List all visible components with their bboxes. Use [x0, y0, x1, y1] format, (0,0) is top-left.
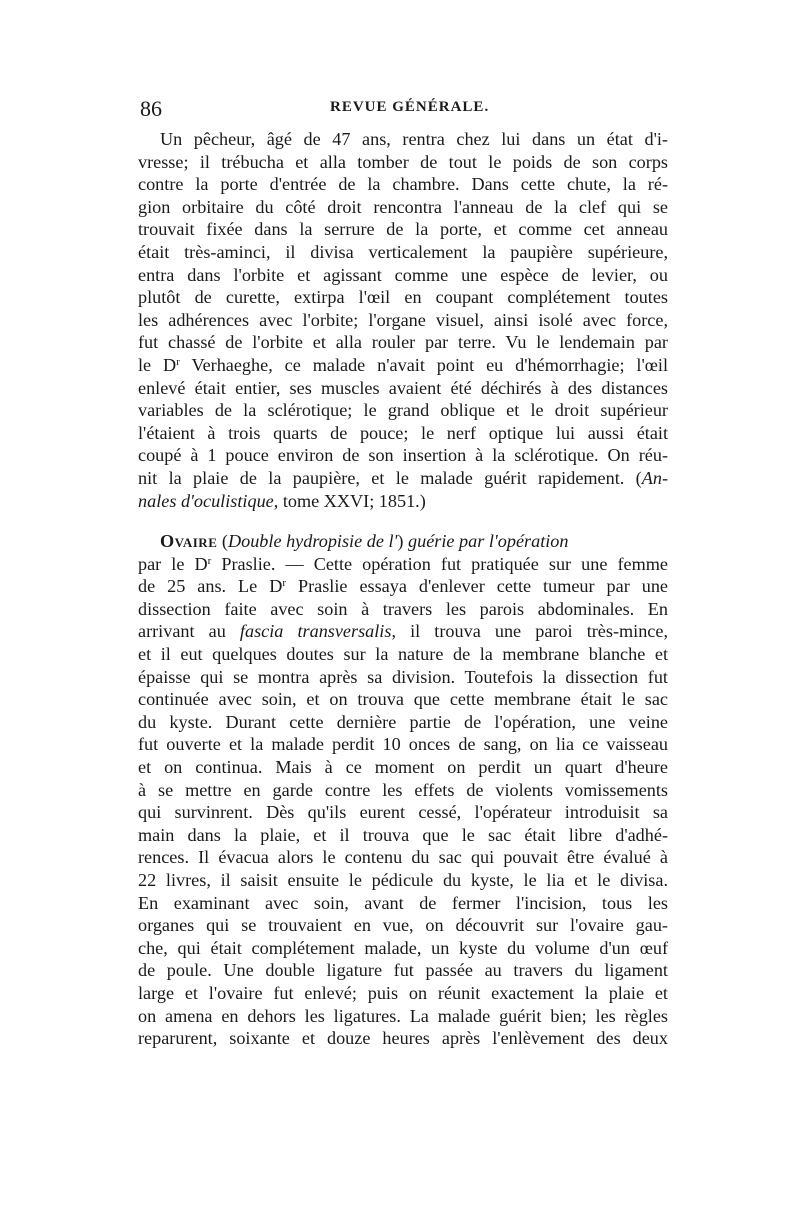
- text-line: fut ouverte et la malade perdit 10 onces de sang, on lia ce vaisseau: [138, 734, 668, 755]
- text-line: [138, 467, 668, 490]
- text-line: fut chassé de l'orbite et alla rouler par terre. Vu le lendemain par: [138, 332, 668, 353]
- superscript: r: [282, 577, 287, 590]
- page-body: [138, 128, 668, 1050]
- text-line: gion orbitaire du côté droit rencontra l'anneau de la clef qui se: [138, 196, 668, 217]
- paragraph-ovaire: [138, 530, 668, 1050]
- text-line: main dans la plaie, et il trouva que le sac était libre d'adhé-: [138, 824, 668, 845]
- text-line: plutôt de curette, extirpa l'œil en coupant complétement toutes: [138, 287, 668, 308]
- text-line: En examinant avec soin, avant de fermer l'incision, tous les: [138, 892, 668, 913]
- text-line: reparurent, soixante et douze heures après l'enlèvement des deux: [138, 1028, 668, 1049]
- text-line: Un pêcheur, âgé de 47 ans, rentra chez lui dans un état d'i-: [160, 129, 668, 149]
- page-number: 86: [140, 96, 162, 121]
- text-line: qui survinrent. Dès qu'ils eurent cessé, l'opérateur introduisit sa: [138, 802, 668, 823]
- paragraph-spacer: [138, 512, 668, 530]
- text-line: et on continua. Mais à ce moment on perdit un quart d'heure: [138, 757, 668, 778]
- italic-term: fascia transversalis: [239, 621, 392, 642]
- text-line: entra dans l'orbite et agissant comme une espèce de levier, ou: [138, 264, 668, 285]
- text-segment: nit la plaie de la paupière, et le malade guérit rapidement. (: [138, 467, 642, 488]
- text-line: [138, 530, 668, 553]
- text-line: variables de la sclérotique; le grand oblique et le droit supérieur: [138, 400, 668, 421]
- italic-citation: An-: [641, 467, 668, 488]
- text-line: [138, 575, 668, 598]
- italic-title: guérie par l'opération: [408, 531, 569, 552]
- entry-lead-word: Ovaire: [160, 531, 218, 552]
- text-line: on amena en dehors les ligatures. La malade guérit bien; les règles: [138, 1005, 668, 1026]
- text-line: était très-aminci, il divisa verticalement la paupière supérieure,: [138, 241, 668, 262]
- text-line: et il eut quelques doutes sur la nature de la membrane blanche et: [138, 644, 668, 665]
- text-segment: , il trouva une paroi très-mince,: [391, 621, 668, 642]
- text-line: 22 livres, il saisit ensuite le pédicule du kyste, le lia et le divisa.: [138, 870, 668, 890]
- text-segment: le D: [138, 354, 177, 375]
- text-line: de poule. Une double ligature fut passée au travers du ligament: [138, 960, 668, 981]
- text-line: du kyste. Durant cette dernière partie de l'opération, une veine: [138, 711, 668, 732]
- text-line: continuée avec soin, et on trouva que cette membrane était le sac: [138, 689, 668, 710]
- running-head: REVUE GÉNÉRALE.: [330, 99, 490, 115]
- text-segment: , tome XXVI; 1851.): [273, 490, 426, 511]
- text-line: enlevé était entier, ses muscles avaient été déchirés à des distances: [138, 377, 668, 398]
- text-line: les adhérences avec l'orbite; l'organe visuel, ainsi isolé avec force,: [138, 309, 668, 330]
- text-line: épaisse qui se montra après sa division. Toutefois la dissection fut: [138, 666, 668, 687]
- text-line: contre la porte d'entrée de la chambre. Dans cette chute, la ré-: [138, 174, 668, 195]
- text-segment: arrivant au: [138, 621, 240, 642]
- text-line: [138, 553, 668, 576]
- text-segment: (: [217, 531, 228, 552]
- text-segment: Praslie. — Cette opération fut pratiquée sur une femme: [211, 553, 668, 574]
- page-header: [140, 96, 660, 126]
- text-segment: par le D: [138, 553, 208, 574]
- text-line: dissection faite avec soin à travers les parois abdominales. En: [138, 598, 668, 619]
- superscript: r: [207, 554, 212, 567]
- paragraph-pecheur: [138, 128, 668, 512]
- italic-citation: nales d'oculistique: [138, 490, 274, 511]
- text-segment: de 25 ans. Le D: [138, 576, 283, 597]
- text-line: [138, 490, 668, 513]
- italic-title: Double hydropisie de l': [227, 531, 398, 552]
- text-segment: Verhaeghe, ce malade n'avait point eu d'hémorrhagie; l'œil: [179, 354, 668, 375]
- text-line: [138, 354, 668, 377]
- text-line: vresse; il trébucha et alla tomber de tout le poids de son corps: [138, 151, 668, 172]
- text-line: à se mettre en garde contre les effets de violents vomissements: [138, 779, 668, 800]
- text-line: trouvait fixée dans la serrure de la porte, et comme cet anneau: [138, 219, 668, 240]
- text-line: l'étaient à trois quarts de pouce; le nerf optique lui aussi était: [138, 422, 668, 443]
- text-line: [138, 620, 668, 643]
- text-line: che, qui était complétement malade, un kyste du volume d'un œuf: [138, 937, 668, 958]
- text-line: rences. Il évacua alors le contenu du sac qui pouvait être évalué à: [138, 847, 668, 868]
- text-line: organes qui se trouvaient en vue, on découvrit sur l'ovaire gau-: [138, 915, 668, 936]
- text-line: large et l'ovaire fut enlevé; puis on réunit exactement la plaie et: [138, 982, 668, 1003]
- text-segment: Praslie essaya d'enlever cette tumeur par une: [286, 576, 668, 597]
- text-line: coupé à 1 pouce environ de son insertion à la sclérotique. On réu-: [138, 445, 668, 466]
- superscript: r: [176, 355, 180, 368]
- text-segment: ): [397, 531, 408, 552]
